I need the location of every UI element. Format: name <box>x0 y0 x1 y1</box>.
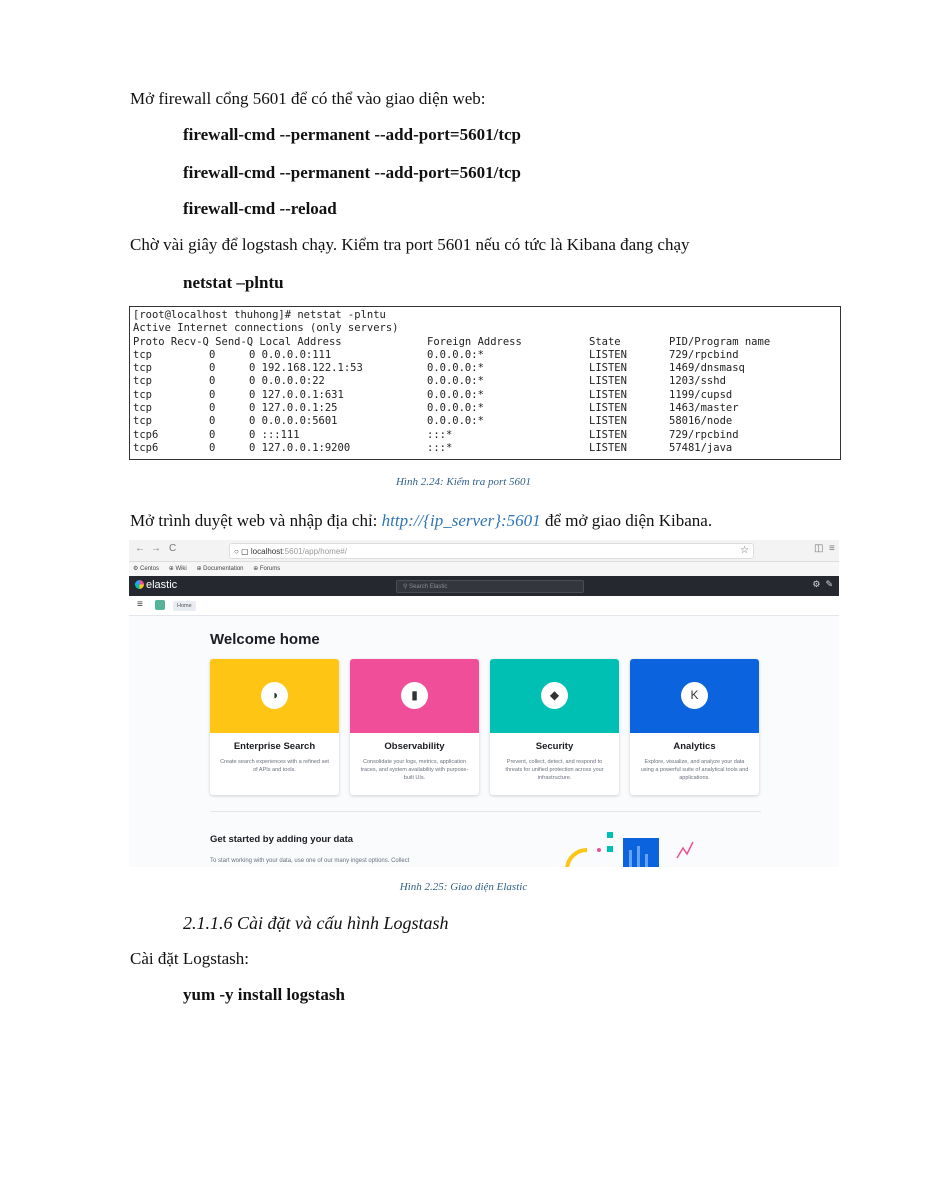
bookmark-documentation[interactable]: ⊕ Documentation <box>196 566 244 572</box>
terminal-cell: 0 <box>209 415 216 428</box>
terminal-cell: tcp <box>133 402 152 415</box>
terminal-cell: tcp <box>133 388 152 401</box>
kibana-subheader <box>129 596 839 616</box>
terminal-cell: 0 127.0.0.1:25 <box>249 402 338 415</box>
back-icon[interactable]: ← <box>135 543 145 554</box>
get-started-title: Get started by adding your data <box>210 834 354 845</box>
terminal-cell: 0.0.0.0:* <box>427 388 484 401</box>
terminal-cell: 1463/master <box>669 402 739 415</box>
elastic-logo-icon <box>135 580 144 589</box>
terminal-cell: tcp <box>133 362 152 375</box>
enterprise-search-icon: ◑ <box>261 682 288 709</box>
terminal-cell: LISTEN <box>589 362 627 375</box>
url-path: :5601/app/home#/ <box>282 547 347 556</box>
terminal-cell: :::* <box>427 428 453 441</box>
terminal-cell: 0 <box>209 348 216 361</box>
command-reload: firewall-cmd --reload <box>183 199 337 218</box>
terminal-cell: 0.0.0.0:* <box>427 415 484 428</box>
card-title: Security <box>535 741 574 752</box>
terminal-cell: 729/rpcbind <box>669 428 739 441</box>
terminal-cell: 0 192.168.122.1:53 <box>249 362 363 375</box>
terminal-cell: tcp <box>133 348 152 361</box>
paragraph-wait-logstash: Chờ vài giây để logstash chạy. Kiểm tra port 5601 nếu có tức là Kibana đang chạy <box>130 235 690 254</box>
terminal-cell: 0 <box>209 375 216 388</box>
terminal-cell: LISTEN <box>589 402 627 415</box>
terminal-cell: 0 :::111 <box>249 428 300 441</box>
card-description: Explore, visualize, and analyze your data using a powerful suite of analytical tools and applications. <box>640 759 749 781</box>
terminal-cell: 1199/cupsd <box>669 388 733 401</box>
command-netstat: netstat –plntu <box>183 273 284 292</box>
terminal-row <box>133 442 837 455</box>
section-heading: 2.1.1.6 Cài đặt và cấu hình Logstash <box>183 913 449 933</box>
terminal-row <box>133 389 837 402</box>
terminal-cell: LISTEN <box>589 375 627 388</box>
kibana-icon: K <box>681 682 708 709</box>
terminal-row <box>133 375 837 388</box>
observability-icon: ▮ <box>401 682 428 709</box>
bookmark-centos[interactable]: ⚙ Centos <box>133 566 160 572</box>
card-title: Observability <box>384 741 445 752</box>
terminal-cell: tcp6 <box>133 428 159 441</box>
terminal-output <box>129 306 841 460</box>
card-banner <box>490 659 619 733</box>
command-yum-install: yum -y install logstash <box>183 985 345 1004</box>
terminal-cell: tcp <box>133 415 152 428</box>
search-icon: ⚲ <box>403 584 410 590</box>
card-description: Create search experiences with a refined set of APIs and tools. <box>220 759 329 773</box>
kibana-screenshot <box>129 540 839 867</box>
security-icon: ◆ <box>541 682 568 709</box>
terminal-cell: LISTEN <box>589 415 627 428</box>
menu-icon[interactable]: ≡ <box>137 599 143 610</box>
command-add-port-2: firewall-cmd --permanent --add-port=5601/tcp <box>183 163 521 182</box>
card-banner <box>210 659 339 733</box>
terminal-cell: 0 0.0.0.0:5601 <box>249 415 338 428</box>
terminal-connections-line: Active Internet connections (only servers) <box>133 322 399 335</box>
help-icon[interactable]: ⚙ <box>812 579 821 589</box>
terminal-cell: 0.0.0.0:* <box>427 362 484 375</box>
terminal-row <box>133 402 837 415</box>
newsfeed-icon[interactable]: ✎ <box>825 579 833 589</box>
terminal-cell: 1203/sshd <box>669 375 726 388</box>
search-input[interactable]: ⚲ Search Elastic <box>396 580 584 593</box>
data-illustration-icon <box>559 828 709 867</box>
breadcrumb[interactable]: Home <box>173 601 196 611</box>
paragraph-install-logstash: Cài đặt Logstash: <box>130 949 249 968</box>
kibana-header <box>129 576 839 596</box>
terminal-cell: 0 127.0.0.1:631 <box>249 388 344 401</box>
terminal-cell: 0 <box>209 402 216 415</box>
hamburger-icon[interactable]: ≡ <box>829 543 835 554</box>
terminal-prompt: [root@localhost thuhong]# netstat -plntu <box>133 309 386 321</box>
terminal-cell: 0.0.0.0:* <box>427 348 484 361</box>
terminal-cell: LISTEN <box>589 441 627 454</box>
browser-toolbar <box>129 540 839 562</box>
paragraph-open-browser: Mở trình duyệt web và nhập địa chỉ: http://{ip_server}:5601 để mở giao diện Kibana. <box>130 511 713 530</box>
terminal-cell: 0.0.0.0:* <box>427 375 484 388</box>
reload-icon[interactable]: C <box>169 543 177 554</box>
bookmarks-bar <box>129 562 839 576</box>
kibana-url-link[interactable]: http://{ip_server}:5601 <box>381 511 541 530</box>
page-title: Welcome home <box>210 631 320 648</box>
header-icons <box>812 579 833 590</box>
card-description: Consolidate your logs, metrics, application traces, and system availability with purpose-built UIs. <box>360 759 469 781</box>
terminal-cell: tcp6 <box>133 441 159 454</box>
terminal-cell: 0 <box>209 362 216 375</box>
space-avatar[interactable] <box>155 600 165 610</box>
terminal-cell: 729/rpcbind <box>669 348 739 361</box>
figure-caption-2-25: Hình 2.25: Giao diện Elastic <box>399 881 528 893</box>
card-analytics[interactable] <box>630 659 759 795</box>
card-banner <box>350 659 479 733</box>
page-icon: ▢ <box>241 547 249 556</box>
card-observability[interactable] <box>350 659 479 795</box>
terminal-cell: LISTEN <box>589 348 627 361</box>
terminal-cell: 57481/java <box>669 441 733 454</box>
terminal-cell: 58016/node <box>669 415 733 428</box>
figure-caption-2-24: Hình 2.24: Kiểm tra port 5601 <box>395 476 532 488</box>
terminal-cell: 0 <box>209 388 216 401</box>
terminal-cell: LISTEN <box>589 388 627 401</box>
terminal-cell: 0 <box>209 441 216 454</box>
terminal-row <box>133 362 837 375</box>
pocket-icon[interactable]: ◫ <box>814 543 824 554</box>
terminal-cell: 1469/dnsmasq <box>669 362 745 375</box>
card-enterprise-search[interactable] <box>210 659 339 795</box>
card-description: Prevent, collect, detect, and respond to threats for unified protection across your infrastructure. <box>505 759 604 781</box>
terminal-cell: tcp <box>133 375 152 388</box>
terminal-rows <box>133 349 837 455</box>
terminal-cell: :::* <box>427 441 453 454</box>
card-security[interactable] <box>490 659 619 795</box>
terminal-cell: 0 <box>209 428 216 441</box>
terminal-cell: 0 127.0.0.1:9200 <box>249 441 351 454</box>
terminal-header: Proto Recv-Q Send-Q Local Address Foreign Address State PID/Program name <box>133 335 771 348</box>
terminal-row <box>133 349 837 362</box>
star-icon[interactable]: ☆ <box>740 545 749 556</box>
get-started-description: To start working with your data, use one of our many ingest options. Collect <box>210 858 410 864</box>
terminal-cell: 0 0.0.0.0:22 <box>249 375 325 388</box>
url-bar[interactable] <box>229 543 754 559</box>
url-host: localhost <box>250 547 283 556</box>
section-divider <box>210 811 761 812</box>
card-banner <box>630 659 759 733</box>
forward-icon[interactable]: → <box>151 543 161 554</box>
elastic-logo[interactable]: elastic <box>135 579 177 591</box>
terminal-cell: LISTEN <box>589 428 627 441</box>
shield-icon: ○ <box>234 547 239 556</box>
bookmark-wiki[interactable]: ⊕ Wiki <box>168 566 187 572</box>
bookmark-forums[interactable]: ⊕ Forums <box>253 566 281 572</box>
paragraph-open-firewall: Mở firewall cổng 5601 để có thể vào giao diện web: <box>130 89 486 108</box>
terminal-cell: 0.0.0.0:* <box>427 402 484 415</box>
card-title: Analytics <box>673 741 716 752</box>
command-add-port-1: firewall-cmd --permanent --add-port=5601/tcp <box>183 125 521 144</box>
card-title: Enterprise Search <box>233 741 316 752</box>
terminal-cell: 0 0.0.0.0:111 <box>249 348 332 361</box>
terminal-row <box>133 415 837 428</box>
terminal-row <box>133 429 837 442</box>
